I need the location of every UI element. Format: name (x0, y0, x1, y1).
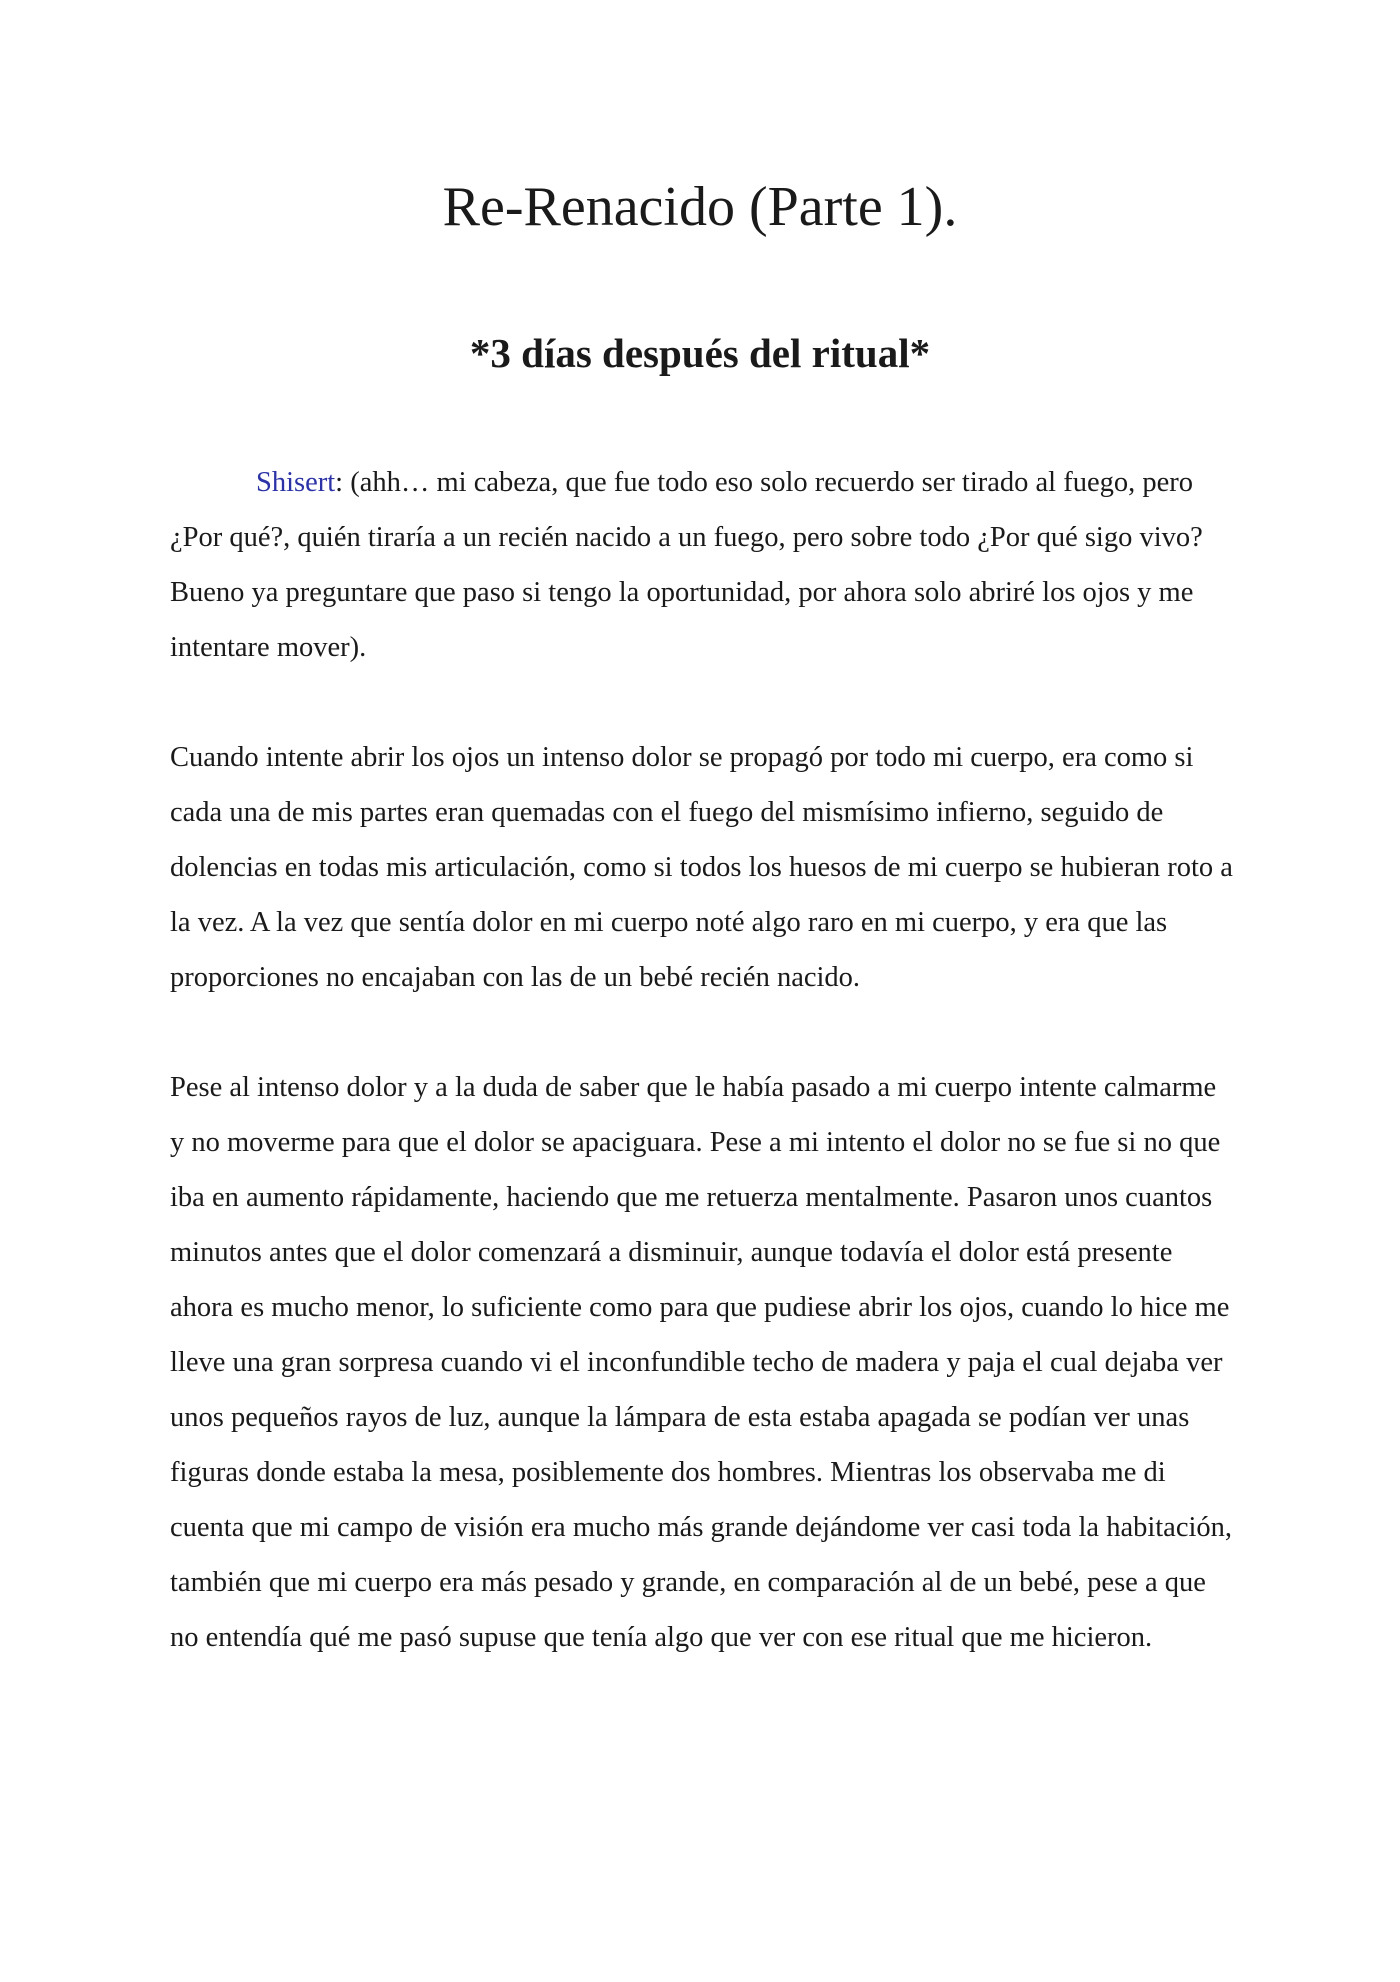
body-paragraph-2: Pese al intenso dolor y a la duda de saber que le había pasado a mi cuerpo intente calmarme y no moverme para que el dolor se apaciguara. Pese a mi intento el dolor no se fue si no que iba en aumento rápidamente, haciendo que me retuerza mentalmente. Pasaron unos cuantos minutos antes que el dolor comenzará a disminuir, aunque todavía el dolor está presente ahora es mucho menor, lo suficiente como para que pudiese abrir los ojos, cuando lo hice me lleve una gran sorpresa cuando vi el inconfundible techo de madera y paja el cual dejaba ver unos pequeños rayos de luz, aunque la lámpara de esta estaba apagada se podían ver unas figuras donde estaba la mesa, posiblemente dos hombres. Mientras los observaba me di cuenta que mi campo de visión era mucho más grande dejándome ver casi toda la habitación, también que mi cuerpo era más pesado y grande, en comparación al de un bebé, pese a que no entendía qué me pasó supuse que tenía algo que ver con ese ritual que me hicieron. (170, 1072, 1233, 1653)
scene-subtitle: *3 días después del ritual* (469, 330, 931, 376)
speaker-name: Shisert (256, 467, 336, 498)
document-title: Re-Renacido (Parte 1). (442, 176, 958, 238)
dialogue-paragraph (170, 455, 1236, 675)
document-body (170, 455, 1236, 1720)
body-paragraph-1: Cuando intente abrir los ojos un intenso dolor se propagó por todo mi cuerpo, era como si cada una de mis partes eran quemadas con el fuego del mismísimo infierno, seguido de dolencias en todas mis articulación, como si todos los huesos de mi cuerpo se hubieran roto a la vez. A la vez que sentía dolor en mi cuerpo noté algo raro en mi cuerpo, y era que las proporciones no encajaban con las de un bebé recién nacido. (170, 742, 1233, 993)
dialogue-text: : (ahh… mi cabeza, que fue todo eso solo recuerdo ser tirado al fuego, pero ¿Por qué?, quién tiraría a un recién nacido a un fuego, pero sobre todo ¿Por qué sigo vivo? Bueno ya preguntare que paso si tengo la oportunidad, por ahora solo abriré los ojos y me intentare mover). (170, 467, 1203, 663)
